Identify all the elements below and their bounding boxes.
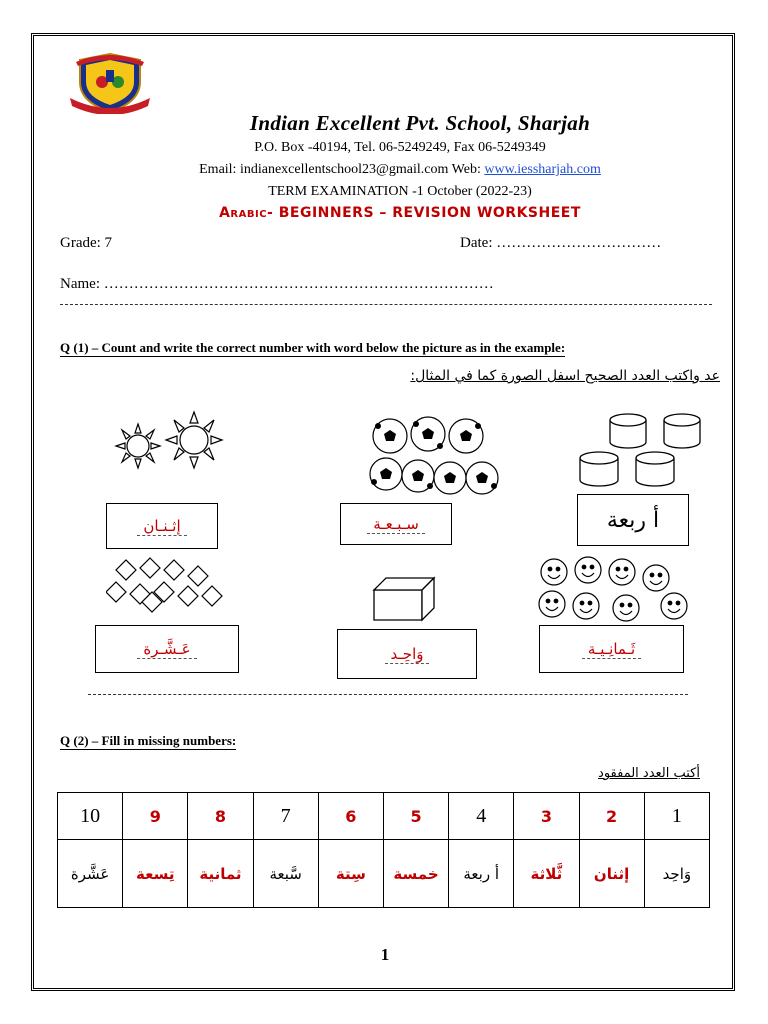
word-cell: عَشَّرة xyxy=(58,840,123,908)
numbers-table xyxy=(57,792,710,908)
subject-name: Arabic xyxy=(219,205,268,221)
number-cell[interactable]: 3 xyxy=(514,793,579,840)
smiley-face xyxy=(661,593,687,619)
grade-field: Grade: 7 xyxy=(60,235,113,251)
answer-text: وَاحِـد xyxy=(385,645,430,664)
school-name: Indian Excellent Pvt. School, Sharjah xyxy=(249,111,591,135)
numbers-row xyxy=(58,793,710,840)
smiley-picture xyxy=(536,556,696,626)
word-cell[interactable]: سِتة xyxy=(318,840,383,908)
answer-box-suns[interactable] xyxy=(106,503,218,549)
number-cell[interactable]: 5 xyxy=(383,793,448,840)
email-text: Email: indianexcellentschool23@gmail.com Web: xyxy=(199,162,485,177)
answer-box-cube[interactable] xyxy=(337,629,477,679)
smiley-face xyxy=(573,593,599,619)
number-cell: 7 xyxy=(253,793,318,840)
word-cell: أ ربعة xyxy=(449,840,514,908)
q2-instruction-english: Q (2) – Fill in missing numbers: xyxy=(60,733,237,748)
sun-picture xyxy=(108,410,233,470)
number-cell[interactable]: 6 xyxy=(318,793,383,840)
diamond-picture xyxy=(106,556,226,614)
cylinder-picture xyxy=(574,410,708,494)
example-box-cylinders xyxy=(577,494,689,546)
q1-instruction-english: Q (1) – Count and write the correct number with word below the picture as in the example: xyxy=(60,340,566,355)
number-cell[interactable]: 2 xyxy=(579,793,644,840)
smiley-face xyxy=(575,557,601,583)
answer-box-footballs[interactable] xyxy=(340,503,452,545)
school-logo xyxy=(66,52,154,114)
answer-box-diamonds[interactable] xyxy=(95,625,239,673)
q1-instruction-arabic: عد واكتب العدد الصحيح اسفل الصورة كما في المثال: xyxy=(410,368,720,384)
answer-text: ثَـمانِـيـة xyxy=(582,640,641,659)
smiley-face xyxy=(539,591,565,617)
name-field: Name: …………………………………………………………………… xyxy=(60,276,494,292)
word-cell[interactable]: تِسعة xyxy=(123,840,188,908)
smiley-face xyxy=(613,595,639,621)
words-row xyxy=(58,840,710,908)
answer-text: سـبـعـة xyxy=(367,515,425,534)
q2-instruction-arabic: أكتب العدد المفقود xyxy=(598,766,700,781)
worksheet-subtitle: - BEGINNERS – REVISION WORKSHEET xyxy=(267,205,581,221)
smiley-face xyxy=(609,559,635,585)
football-picture xyxy=(368,412,504,504)
exam-title: TERM EXAMINATION -1 October (2022-23) xyxy=(268,184,532,199)
page-number: 1 xyxy=(380,945,390,964)
number-cell: 1 xyxy=(644,793,709,840)
answer-box-smileys[interactable] xyxy=(539,625,684,673)
number-cell[interactable]: 8 xyxy=(188,793,253,840)
word-cell[interactable]: ثمانية xyxy=(188,840,253,908)
number-cell: 4 xyxy=(449,793,514,840)
number-cell[interactable]: 9 xyxy=(123,793,188,840)
contact-line xyxy=(100,162,700,178)
answer-text: إثـنـان xyxy=(137,517,186,536)
answer-text: عَـشَّـرة xyxy=(137,640,196,659)
smiley-face xyxy=(541,559,567,585)
word-cell[interactable]: خمسة xyxy=(383,840,448,908)
word-cell: سَّبعة xyxy=(253,840,318,908)
word-cell[interactable]: إثنان xyxy=(579,840,644,908)
example-text: أ ربعة xyxy=(606,507,660,533)
number-cell: 10 xyxy=(58,793,123,840)
date-field: Date: …………………………… xyxy=(460,235,662,251)
website-link[interactable]: www.iessharjah.com xyxy=(484,162,601,177)
word-cell[interactable]: ثَّلاثة xyxy=(514,840,579,908)
word-cell: وَاحِد xyxy=(644,840,709,908)
worksheet-title xyxy=(100,205,700,222)
divider xyxy=(88,694,688,695)
divider xyxy=(60,304,712,305)
address-line: P.O. Box -40194, Tel. 06-5249249, Fax 06-5249349 xyxy=(254,140,546,155)
smiley-face xyxy=(643,565,669,591)
cube-picture xyxy=(370,574,438,624)
